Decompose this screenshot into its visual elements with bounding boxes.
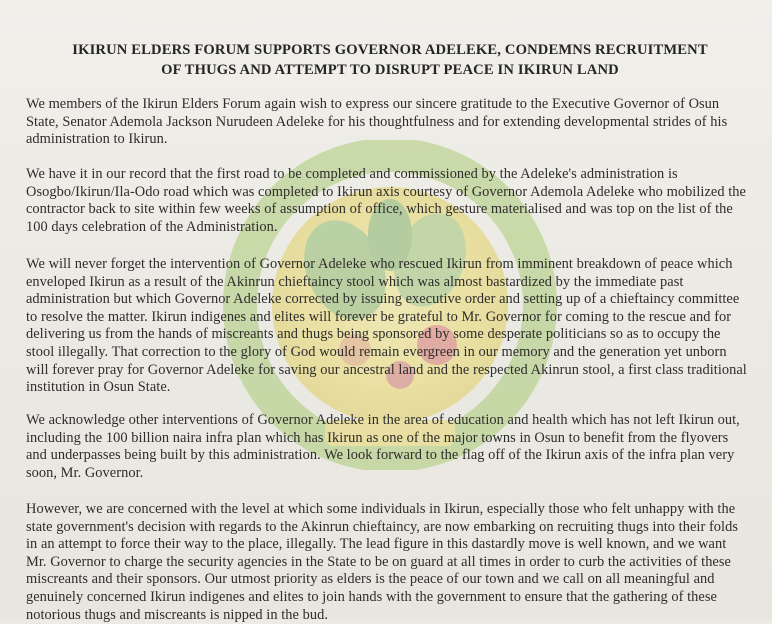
paragraph-concerns: However, we are concerned with the level at which some individuals in Ikirun, especially those who felt unhappy with the state government's decision with regards to the Akinrun chieftaincy, are now embarking on recruiting thugs into their folds in an attempt to force their way to the place, illegally. The lead figure in this dastardly move is well known, and we want Mr. Governor to charge the security agencies in the State to be on guard at all times in order to curb the activities of these miscreants and their sponsors. Our utmost priority as elders is the peace of our town and we call on all meaningful and genuinely concerned Ikirun indigenes and elites to join hands with the government to ensure that the gathering of these notorious thugs and miscreants is nipped in the bud. (26, 501, 738, 623)
title-line-1: IKIRUN ELDERS FORUM SUPPORTS GOVERNOR ADELEKE, CONDEMNS RECRUITMENT (72, 42, 708, 58)
paragraph-education-health: We acknowledge other interventions of Governor Adeleke in the area of education and health which has not left Ikirun out, including the 100 billion naira infra plan which has Ikirun as one of the major towns in Osun to benefit from the flyovers and underpasses being built by this administration. We look forward to the flag off of the Ikirun axis of the infra plan very soon, Mr. Governor. (26, 412, 740, 481)
paragraph-chieftaincy-intervention: We will never forget the intervention of Governor Adeleke who rescued Ikirun from imminent breakdown of peace which enveloped Ikirun as a result of the Akinrun chieftaincy stool which was almost bastardized by the immediate past administration but which Governor Adeleke corrected by issuing executive order and setting up of a chieftaincy committee to resolve the matter. Ikirun indigenes and elites will forever be grateful to Mr. Governor for coming to the rescue and for delivering us from the hands of miscreants and thugs being sponsored by some desperate politicians so as to occupy the stool illegally. That correction to the glory of God would remain evergreen in our memory and the generation yet unborn will forever pray for Governor Adeleke for saving our ancestral land and the respected Akinrun stool, a first class traditional institution in Osun State. (26, 256, 747, 396)
document-title (20, 40, 760, 80)
paragraph-gratitude: We members of the Ikirun Elders Forum again wish to express our sincere gratitude to the Executive Governor of Osun State, Senator Ademola Jackson Nurudeen Adeleke for his thoughtfulness and for extending developmental strides of his administration to Ikirun. (26, 96, 728, 148)
paragraph-road-project: We have it in our record that the first road to be completed and commissioned by the Adeleke's administration is Osogbo/Ikirun/Ila-Odo road which was completed to Ikirun axis courtesy of Governor Ademola Adeleke who mobilized the contractor back to site within few weeks of assumption of office, which gesture materialised and was top on the list of the 100 days celebration of the Administration. (26, 166, 746, 235)
title-line-2: OF THUGS AND ATTEMPT TO DISRUPT PEACE IN IKIRUN LAND (161, 62, 619, 78)
